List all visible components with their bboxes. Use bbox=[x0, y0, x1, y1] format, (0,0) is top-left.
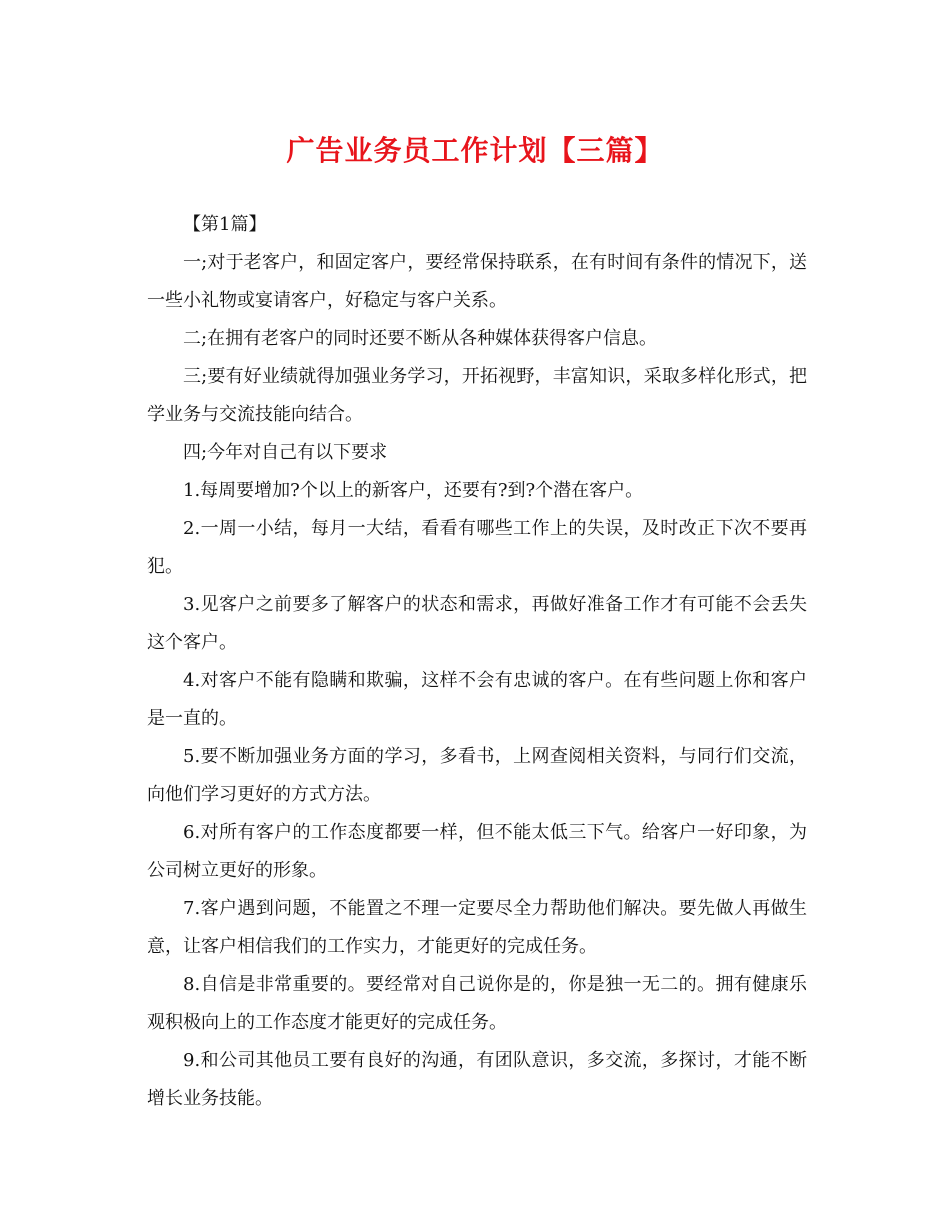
list-item: 9.和公司其他员工要有良好的沟通，有团队意识，多交流，多探讨，才能不断增长业务技能。 bbox=[147, 1050, 807, 1109]
section-heading: 【第1篇】 bbox=[183, 214, 267, 235]
list-item: 5.要不断加强业务方面的学习，多看书，上网查阅相关资料，与同行们交流，向他们学习更好的方式方法。 bbox=[147, 746, 807, 805]
document-body bbox=[147, 206, 807, 1118]
paragraph: 四;今年对自己有以下要求 bbox=[183, 442, 388, 463]
list-item: 8.自信是非常重要的。要经常对自己说你是的，你是独一无二的。拥有健康乐观积极向上的工作态度才能更好的完成任务。 bbox=[147, 974, 807, 1033]
list-item: 7.客户遇到问题，不能置之不理一定要尽全力帮助他们解决。要先做人再做生意，让客户相信我们的工作实力，才能更好的完成任务。 bbox=[147, 898, 807, 957]
list-item: 6.对所有客户的工作态度都要一样，但不能太低三下气。给客户一好印象，为公司树立更好的形象。 bbox=[147, 822, 807, 881]
list-item: 2.一周一小结，每月一大结，看看有哪些工作上的失误，及时改正下次不要再犯。 bbox=[147, 518, 807, 577]
paragraph: 一;对于老客户，和固定客户，要经常保持联系，在有时间有条件的情况下，送一些小礼物或宴请客户，好稳定与客户关系。 bbox=[147, 252, 807, 311]
paragraph: 二;在拥有老客户的同时还要不断从各种媒体获得客户信息。 bbox=[183, 328, 658, 349]
list-item: 3.见客户之前要多了解客户的状态和需求，再做好准备工作才有可能不会丢失这个客户。 bbox=[147, 594, 807, 653]
document-title: 广告业务员工作计划【三篇】 bbox=[286, 134, 664, 167]
paragraph: 三;要有好业绩就得加强业务学习，开拓视野，丰富知识，采取多样化形式，把学业务与交流技能向结合。 bbox=[147, 366, 807, 425]
list-item: 4.对客户不能有隐瞒和欺骗，这样不会有忠诚的客户。在有些问题上你和客户是一直的。 bbox=[147, 670, 807, 729]
list-item: 1.每周要增加?个以上的新客户，还要有?到?个潜在客户。 bbox=[183, 480, 644, 501]
